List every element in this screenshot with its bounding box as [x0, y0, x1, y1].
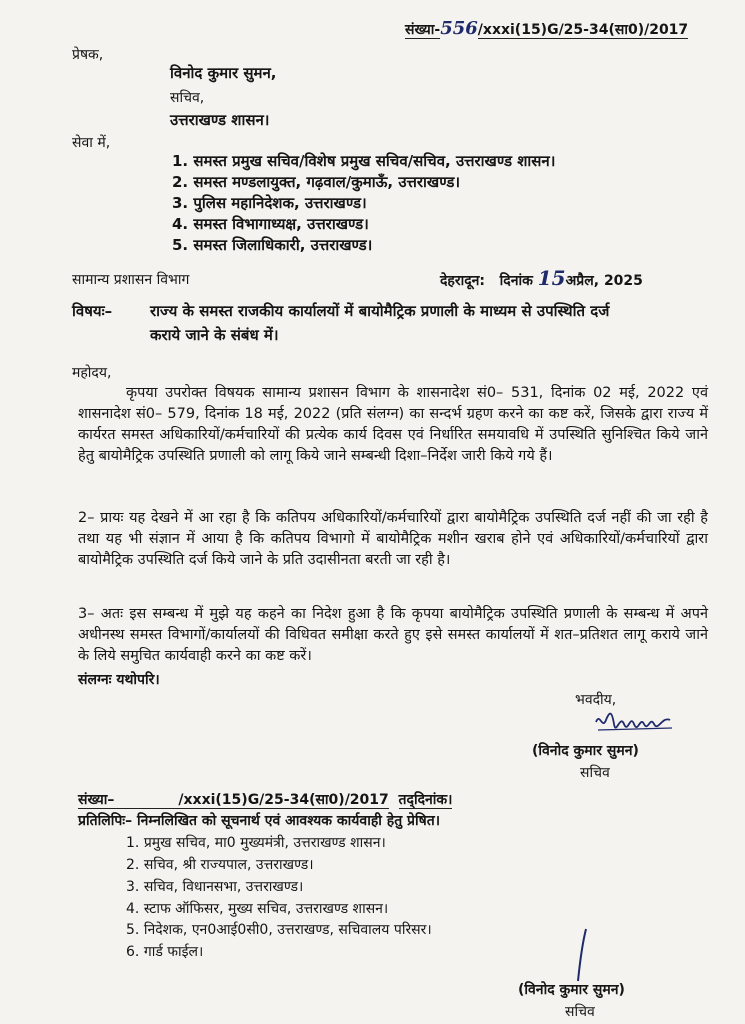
signature-scribble-2 [568, 925, 598, 985]
reference-suffix: /xxxi(15)G/25-34(सा0)/2017 [477, 22, 689, 38]
body-paragraph-2: 2– प्रायः यह देखने में आ रहा है कि कतिपय अधिकारियों/कर्मचारियों द्वारा बायोमैट्रिक उपस्थिति दर्ज नहीं की जा रही है तथा यह भी संज्ञान में आया है कि कतिपय विभागो में बायोमैट्रिक मशीन खराब होने एवं अधिकारियों/कर्मचारियों द्वारा बायोमैट्रिक उपस्थिति दर्ज किये जाने के प्रति उदासीनता बरती जा रही है। [78, 510, 708, 568]
date-label: दिनांक [499, 273, 533, 289]
recipient-item: 1. समस्त प्रमुख सचिव/विशेष प्रमुख सचिव/सचिव, उत्तराखण्ड शासन। [172, 152, 556, 170]
sender-office: उत्तराखण्ड शासन। [170, 111, 270, 129]
signature-1-name: (विनोद कुमार सुमन) [532, 743, 639, 759]
enclosure-note: संलग्नः यथोपरि। [78, 672, 160, 688]
reference-bottom-dated: तद्‌दिनांक। [398, 792, 453, 808]
copy-to-item: 2. सचिव, श्री राज्यपाल, उत्तराखण्ड। [126, 857, 314, 873]
date-line [440, 266, 643, 290]
closing: भवदीय, [575, 692, 617, 708]
copy-to-item: 5. निदेशक, एन0आई0सी0, उत्तराखण्ड, सचिवालय परिसर। [126, 922, 432, 938]
sender-designation: सचिव, [170, 90, 205, 106]
salutation: महोदय, [72, 365, 112, 381]
body-paragraph-3: 3– अतः इस सम्बन्ध में मुझे यह कहने का निदेश हुआ है कि कृपया बायोमैट्रिक उपस्थिति प्रणाली के सम्बन्ध में अपने अधीनस्थ समस्त विभागों/कार्यालयों की विधिवत समीक्षा करते हुए इसे समस्त कार्यालयों में शत–प्रतिशत लागू कराये जाने के लिये समुचित कार्यवाही करने का कष्ट करें। [78, 606, 708, 664]
recipient-item: 5. समस्त जिलाधिकारी, उत्तराखण्ड। [172, 236, 373, 254]
date-handwritten-day: 15 [537, 266, 566, 290]
subject-label: विषयः– [72, 302, 113, 320]
sender-name: विनोद कुमार सुमन, [170, 64, 277, 82]
copy-to-item: 6. गार्ड फाईल। [126, 944, 204, 960]
reference-number-top [405, 18, 688, 39]
reference-handwritten-number: 556 [440, 18, 478, 39]
date-place: देहरादून: [440, 273, 486, 289]
sender-label: प्रेषक, [72, 47, 104, 63]
recipients-label: सेवा में, [72, 135, 111, 151]
reference-bottom-suffix: /xxxi(15)G/25-34(सा0)/2017 [178, 792, 389, 808]
subject-line-2: कराये जाने के संबंध में। [150, 326, 279, 344]
reference-bottom-prefix: संख्या– [78, 792, 115, 808]
subject-line-1: राज्य के समस्त राजकीय कार्यालयों में बायोमैट्रिक प्रणाली के माध्यम से उपस्थिति दर्ज [150, 302, 610, 320]
copy-to-item: 3. सचिव, विधानसभा, उत्तराखण्ड। [126, 879, 304, 895]
signature-2-name: (विनोद कुमार सुमन) [518, 982, 625, 998]
recipient-item: 2. समस्त मण्डलायुक्त, गढ़वाल/कुमाऊँ, उत्तराखण्ड। [172, 173, 461, 191]
body-paragraph-1: कृपया उपरोक्त विषयक सामान्य प्रशासन विभाग के शासनादेश सं0– 531, दिनांक 02 मई, 2022 एवं शासनादेश सं0– 579, दिनांक 18 मई, 2022 (प्रति संलग्न) का सन्दर्भ ग्रहण करने का कष्ट करें, जिसके द्वारा राज्य में कार्यरत समस्त अधिकारियों/कर्मचारियों की प्रत्येक कार्य दिवस एवं निर्धारित समयावधि में उपस्थिति सुनिश्चित किये जाने हेतु बायोमैट्रिक उपस्थिति प्रणाली को लागू किये जाने सम्बन्धी दिशा–निर्देश जारी किये गये हैं। [78, 385, 708, 464]
reference-prefix: संख्या- [405, 22, 441, 38]
signature-1-designation: सचिव [580, 765, 610, 781]
reference-bottom-blank [114, 792, 178, 809]
signature-2-designation: सचिव [565, 1004, 595, 1020]
copy-to-item: 1. प्रमुख सचिव, मा0 मुख्यमंत्री, उत्तराखण्ड शासन। [126, 835, 386, 851]
signature-scribble-1 [592, 708, 682, 736]
recipient-item: 4. समस्त विभागाध्यक्ष, उत्तराखण्ड। [172, 215, 369, 233]
department-name: सामान्य प्रशासन विभाग [72, 272, 190, 288]
date-rest: अप्रैल, 2025 [565, 273, 643, 289]
recipient-item: 3. पुलिस महानिदेशक, उत्तराखण्ड। [172, 194, 367, 212]
copy-to-item: 4. स्टाफ ऑफिसर, मुख्य सचिव, उत्तराखण्ड शासन। [126, 901, 389, 917]
copy-to-heading: प्रतिलिपिः– निम्नलिखित को सूचनार्थ एवं आवश्यक कार्यवाही हेतु प्रेषित। [78, 813, 441, 829]
reference-number-bottom [78, 790, 452, 809]
